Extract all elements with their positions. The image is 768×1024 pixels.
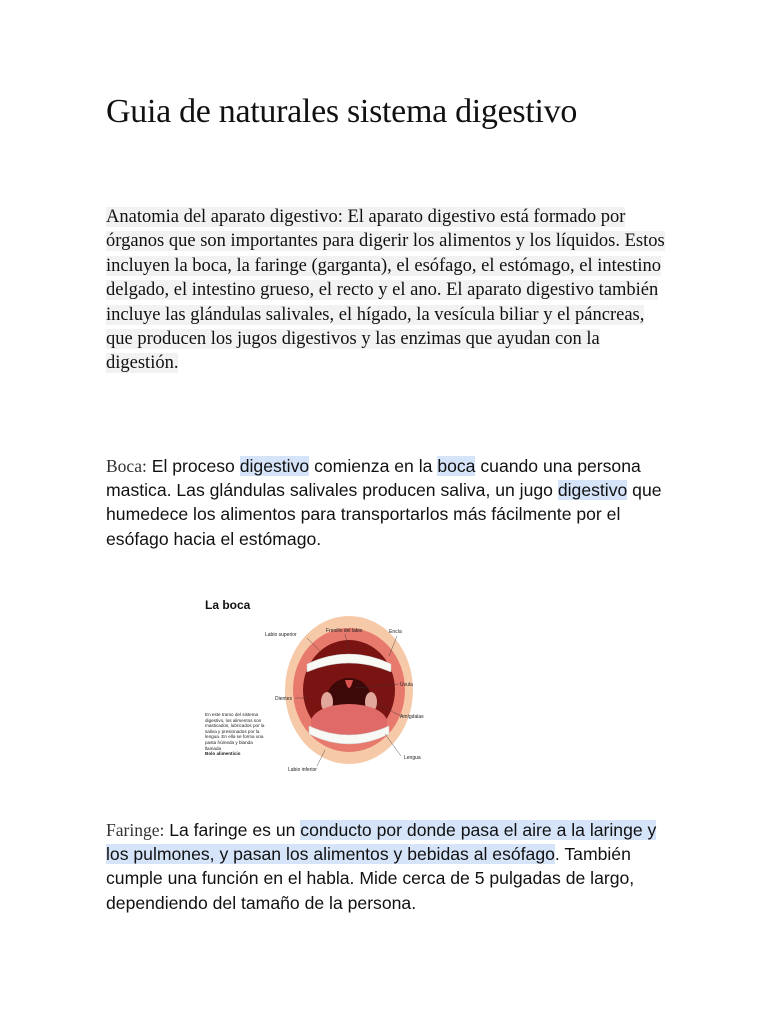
boca-highlight-1: digestivo [239, 456, 310, 476]
boca-highlight-3: digestivo [557, 480, 628, 501]
page-title: Guia de naturales sistema digestivo [106, 93, 578, 130]
faringe-highlight: conducto por donde pasa el aire a la laringe y los pulmones, y pasan los alimentos y bebidas al esófago [106, 820, 657, 865]
anatomia-paragraph [106, 205, 666, 376]
faringe-text-1: La faringe es un [164, 820, 301, 840]
label-amigdalas: Amígdalas [400, 714, 424, 720]
anatomia-text: El aparato digestivo está formado por órganos que son importantes para digerir los alimentos y los líquidos. Estos incluyen la boca, la faringe (garganta), el esófago, el estómago, el intestino delgado, el intestino grueso, el recto y el ano. El aparato digestivo también incluye las glándulas salivales, el hígado, la vesícula biliar y el páncreas, que producen los jugos digestivos y las enzimas que ayudan con la digestión. [106, 207, 665, 374]
mouth-figure [199, 594, 431, 808]
boca-text-3: cuando una persona mastica. Las glándulas salivales producen saliva, un jugo [106, 456, 641, 501]
figure-note-text: En este tramo del sistema digestivo, los alimentos son masticados, lubricados por la saliva y presionados por la lengua. En ella se forma una pasta húmeda y blanda llamada [205, 712, 265, 751]
label-frenillo: Frenillo del labio [326, 628, 363, 634]
figure-note [205, 712, 267, 757]
mouth-illustration [199, 594, 431, 808]
boca-highlight-2: boca [437, 456, 476, 476]
faringe-text-2: . También cumple una función en el habla. Mide cerca de 5 pulgadas de largo, dependiendo del tamaño de la persona. [106, 844, 635, 913]
label-lengua: Lengua [404, 755, 421, 761]
label-dientes: Dientes [275, 696, 292, 702]
label-uvula: Úvula [400, 682, 413, 688]
faringe-paragraph [106, 818, 666, 915]
faringe-label: Faringe: [106, 820, 165, 840]
label-labio-superior: Labio superior [265, 632, 297, 638]
boca-paragraph [106, 454, 666, 551]
boca-label: Boca: [106, 456, 147, 476]
figure-note-bold: Bolo alimenticio [205, 751, 241, 757]
label-labio-inferior: Labio inferior [288, 767, 317, 773]
boca-text-2: comienza en la [309, 456, 438, 476]
anatomia-label: Anatomia del aparato digestivo: [106, 207, 343, 227]
boca-text-1: El proceso [146, 456, 240, 476]
label-encia: Encía [389, 629, 402, 635]
figure-title: La boca [205, 598, 251, 612]
boca-text-4: que humedece los alimentos para transportarlos más fácilmente por el esófago hacia el estómago. [106, 480, 662, 549]
